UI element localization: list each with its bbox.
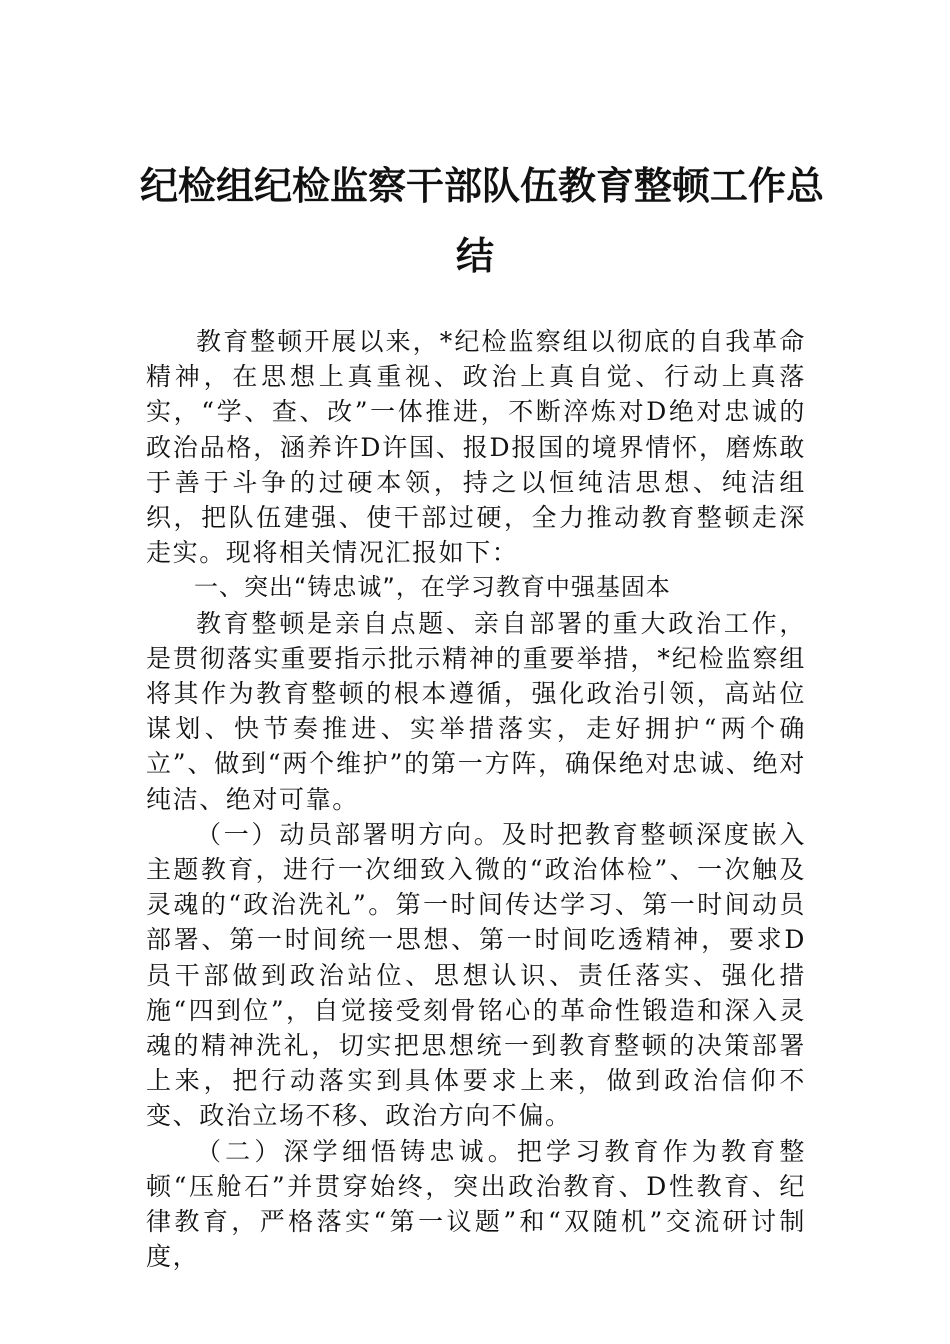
document-title-line-2: 结 xyxy=(455,233,494,278)
subsection-1-paragraph: （一）动员部署明方向。及时把教育整顿深度嵌入主题教育，进行一次细致入微的“政治体检”、一次触及灵魂的“政治洗礼”。第一时间传达学习、第一时间动员部署、第一时间统一思想、第一时间吃透精神，要求D员干部做到政治站位、思想认识、责任落实、强化措施“四到位”，自觉接受刻骨铭心的革命性锻造和深入灵魂的精神洗礼，切实把思想统一到教育整顿的决策部署上来，把行动落实到具体要求上来，做到政治信仰不变、政治立场不移、政治方向不偏。 xyxy=(146,819,806,1131)
document-title-line-1: 纪检组纪检监察干部队伍教育整顿工作总 xyxy=(140,163,825,208)
subsection-2-paragraph: （二）深学细悟铸忠诚。把学习教育作为教育整顿“压舱石”并贯穿始终，突出政治教育、D性教育、纪律教育，严格落实“第一议题”和“双随机”交流研讨制度， xyxy=(146,1136,806,1272)
intro-paragraph: 教育整顿开展以来，*纪检监察组以彻底的自我革命精神，在思想上真重视、政治上真自觉、行动上真落实，“学、查、改”一体推进，不断淬炼对D绝对忠诚的政治品格，涵养许D许国、报D报国的境界情怀，磨炼敢于善于斗争的过硬本领，持之以恒纯洁思想、纯洁组织，把队伍建强、使干部过硬，全力推动教育整顿走深走实。现将相关情况汇报如下： xyxy=(146,327,806,568)
section-1-heading: 一、突出“铸忠诚”，在学习教育中强基固本 xyxy=(194,573,671,602)
document-body xyxy=(146,324,806,1274)
section-1-paragraph: 教育整顿是亲自点题、亲自部署的重大政治工作，是贯彻落实重要指示批示精神的重要举措，*纪检监察组将其作为教育整顿的根本遵循，强化政治引领，高站位谋划、快节奏推进、实举措落实，走好拥护“两个确立”、做到“两个维护”的第一方阵，确保绝对忠诚、绝对纯洁、绝对可靠。 xyxy=(146,608,806,814)
